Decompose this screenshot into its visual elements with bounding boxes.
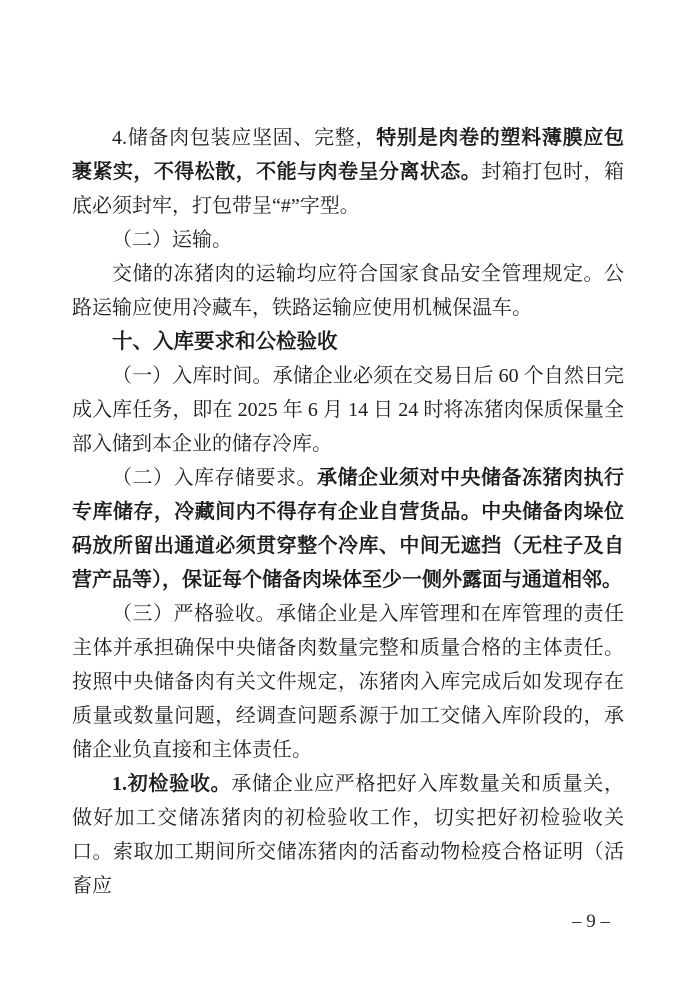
text-run-bold: 承储企业须对中央储备冻猪肉执行专库储存，冷藏间内不得存有企业自营货品。中央储备肉垛位码放所留出通道必须贯穿整个冷库、中间无遮挡（无柱子及自营产品等），保证每个储备肉垛体至少一侧外露面与通道相邻。 (72, 467, 624, 591)
text-run: （一）入库时间。承储企业必须在交易日后 60 个自然日完成入库任务，即在 2025 年 6 月 14 日 24 时将冻猪肉保质保量全部入储到本企业的储存冷库。 (72, 365, 624, 455)
text-run: （二）入库存储要求。 (112, 467, 317, 489)
heading-section-ten (72, 325, 624, 359)
para-packaging (72, 121, 624, 223)
text-run-bold: 特别是肉卷的塑料薄膜应包裹紧实，不得松散，不能与肉卷呈分离状态。 (72, 127, 625, 183)
section-heading-text: 十、入库要求和公检验收 (112, 330, 338, 353)
para-transport-heading (72, 223, 624, 257)
page-number (572, 910, 610, 934)
para-warehouse-time (72, 359, 624, 461)
text-run: 交储的冻猪肉的运输均应符合国家食品安全管理规定。公路运输应使用冷藏车，铁路运输应使用机械保温车。 (72, 263, 624, 319)
text-run-bold: 1.初检验收。 (112, 773, 232, 795)
text-run: （二）运输。 (112, 229, 232, 251)
para-transport-body (72, 257, 624, 325)
text-run: （三）严格验收。承储企业是入库管理和在库管理的责任主体并承担确保中央储备肉数量完整和质量合格的主体责任。按照中央储备肉有关文件规定，冻猪肉入库完成后如发现存在质量或数量问题，经调查问题系源于加工交储入库阶段的，承储企业负直接和主体责任。 (72, 603, 624, 761)
page-number-text: – 9 – (572, 911, 610, 932)
para-initial-inspection (72, 767, 624, 903)
text-run: 封箱打包时，箱底必须封牢，打包带呈“#”字型。 (72, 161, 625, 217)
text-run: 4.储备肉包装应坚固、完整， (112, 127, 377, 149)
document-body (72, 121, 624, 903)
para-strict-acceptance (72, 597, 624, 767)
para-storage-requirements (72, 461, 624, 597)
text-run: 承储企业应严格把好入库数量关和质量关，做好加工交储冻猪肉的初检验收工作，切实把好初检验收关口。索取加工期间所交储冻猪肉的活畜动物检疫合格证明（活畜应 (72, 773, 624, 897)
